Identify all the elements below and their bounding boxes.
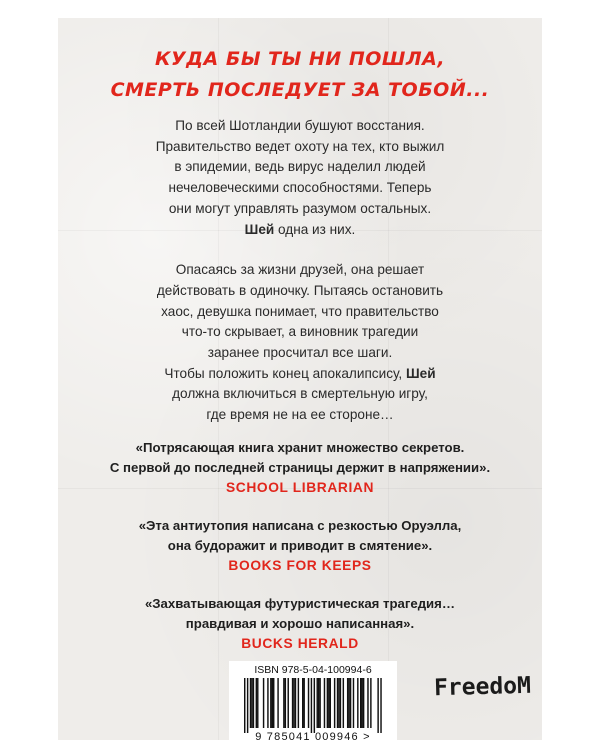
review-text: С первой до последней страницы держит в напряжении».: [109, 460, 491, 475]
barcode-bar: [257, 678, 258, 728]
barcode-bar: [327, 678, 328, 728]
back-cover: [58, 18, 542, 740]
barcode-bar: [244, 678, 245, 733]
synopsis-line: [58, 220, 542, 241]
barcode-bar: [343, 678, 344, 728]
synopsis-line: По всей Шотландии бушуют восстания.: [175, 118, 425, 133]
barcode-bar: [350, 678, 351, 728]
barcode-bar: [256, 678, 257, 728]
review: [58, 516, 542, 576]
review-source: SCHOOL LIBRARIAN: [225, 480, 375, 495]
barcode-bar: [273, 678, 274, 728]
barcode-bar: [293, 678, 294, 728]
review-text: «Эта антиутопия написана с резкостью Оруэлла,: [138, 518, 462, 533]
publisher-logo: FreedoM: [433, 672, 532, 702]
synopsis-line: где время не на ее стороне…: [206, 407, 394, 423]
barcode-bar: [377, 678, 378, 733]
barcode-bar: [295, 678, 296, 728]
barcode-bar: [317, 678, 318, 728]
barcode-bar: [308, 678, 309, 728]
isbn-label: ISBN 978-5-04-100994-6: [254, 664, 372, 676]
barcode-bar: [314, 678, 315, 733]
barcode-bar: [340, 678, 341, 728]
review-text: «Потрясающая книга хранит множество секретов.: [135, 440, 465, 455]
barcode-bar: [319, 678, 320, 728]
barcode-digits: 9 785041 009946 >: [255, 731, 371, 740]
barcode-bar: [357, 678, 358, 728]
barcode-bar: [283, 678, 284, 728]
synopsis-line: хаос, девушка понимает, что правительство: [161, 303, 439, 319]
barcode-bars: [229, 661, 397, 740]
synopsis-line: они могут управлять разумом остальных.: [168, 200, 432, 216]
barcode-bar: [363, 678, 364, 728]
synopsis-line: Правительство ведет охоту на тех, кто выжил: [155, 138, 445, 154]
barcode-bar: [334, 678, 335, 728]
barcode-bar: [348, 678, 349, 728]
barcode-bar: [370, 678, 371, 728]
review-source: BUCKS HERALD: [241, 636, 359, 651]
barcode-bar: [267, 678, 268, 728]
synopsis-line: [58, 364, 542, 385]
barcode-bar: [311, 678, 312, 733]
synopsis-line: действовать в одиночку. Пытаясь остановить: [156, 282, 444, 298]
review-text: «Захватывающая футуристическая трагедия…: [144, 596, 456, 611]
barcode-bar: [347, 678, 348, 728]
isbn-barcode: [229, 661, 397, 740]
character-name: Шей: [244, 221, 275, 237]
tagline-line-2: СМЕРТЬ ПОСЛЕДУЕТ ЗА ТОБОЙ...: [110, 79, 490, 101]
review-text: она будоражит и приводит в смятение».: [167, 538, 433, 553]
barcode-bar: [298, 678, 299, 728]
review: [58, 438, 542, 498]
barcode-bar: [288, 678, 289, 728]
barcode-bar: [270, 678, 271, 728]
barcode-bar: [338, 678, 339, 728]
synopsis-line: должна включиться в смертельную игру,: [172, 386, 428, 402]
synopsis-line: что-то скрывает, а виновник трагедии: [181, 324, 419, 340]
barcode-bar: [380, 678, 381, 733]
review-source: BOOKS FOR KEEPS: [228, 558, 372, 573]
barcode-bar: [353, 678, 354, 728]
tagline: [58, 44, 542, 106]
barcode-bar: [253, 678, 254, 728]
synopsis-line: в эпидемии, ведь вирус наделил людей: [174, 159, 426, 175]
barcode-bar: [328, 678, 329, 728]
synopsis-line: Опасаясь за жизни друзей, она решает: [175, 262, 425, 278]
barcode-bar: [303, 678, 304, 728]
synopsis-line: нечеловеческими способностями. Теперь: [168, 180, 432, 196]
synopsis-paragraph-2: [58, 260, 542, 426]
barcode-bar: [360, 678, 361, 728]
synopsis-fragment: Чтобы положить конец апокалипсису,: [164, 365, 406, 381]
barcode-bar: [302, 678, 303, 728]
reviews: [58, 438, 542, 672]
character-name: Шей: [405, 365, 436, 381]
barcode-bar: [263, 678, 264, 728]
barcode-bar: [247, 678, 248, 733]
barcode-bar: [337, 678, 338, 728]
review-text: правдивая и хорошо написанная».: [185, 616, 415, 631]
synopsis-paragraph-1: [58, 116, 542, 240]
barcode-bar: [251, 678, 252, 728]
review: [58, 594, 542, 654]
synopsis: [58, 116, 542, 426]
synopsis-line: заранее просчитал все шаги.: [207, 345, 393, 361]
synopsis-fragment: одна из них.: [274, 221, 356, 237]
barcode-bar: [367, 678, 368, 728]
barcode-bar: [318, 678, 319, 728]
barcode-bar: [277, 678, 278, 728]
tagline-line-1: КУДА БЫ ТЫ НИ ПОШЛА,: [154, 48, 446, 70]
barcode-bar: [361, 678, 362, 728]
barcode-bar: [330, 678, 331, 728]
barcode-bar: [272, 678, 273, 728]
barcode-bar: [324, 678, 325, 728]
barcode-bar: [250, 678, 251, 728]
barcode-bar: [292, 678, 293, 728]
barcode-bar: [285, 678, 286, 728]
